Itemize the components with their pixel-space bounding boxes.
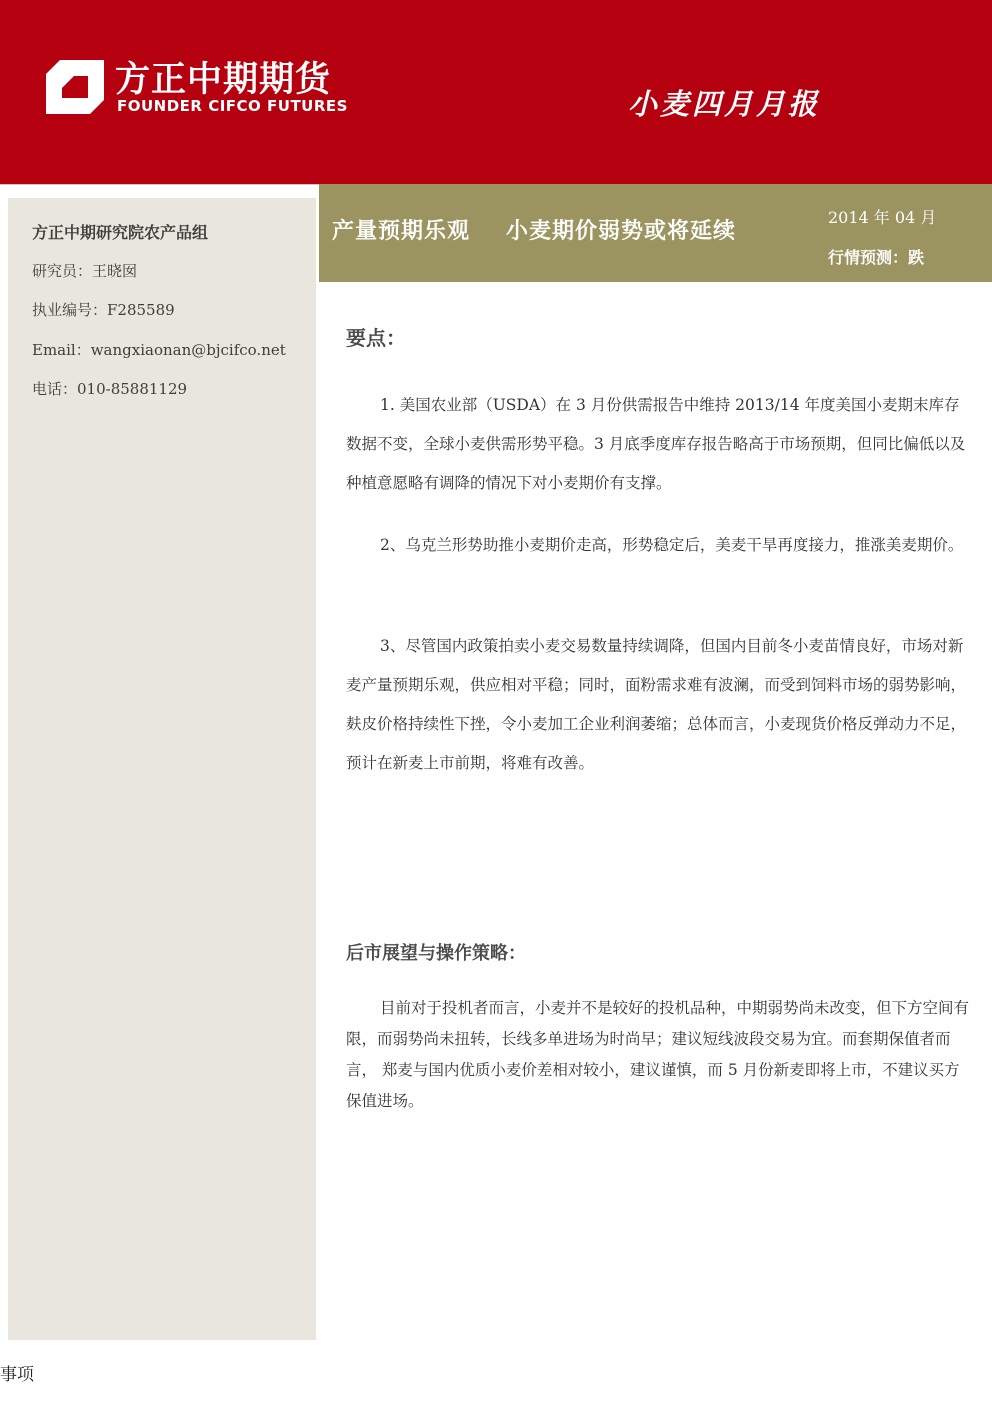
sidebar xyxy=(8,198,316,1340)
sidebar-org: 方正中期研究院农产品组 xyxy=(32,223,209,242)
key-point-2: 2、乌克兰形势助推小麦期价走高，形势稳定后，美麦干旱再度接力，推涨美麦期价。 xyxy=(380,536,964,554)
outlook-text: 目前对于投机者而言，小麦并不是较好的投机品种，中期弱势尚未改变，但下方空间有限，而弱势尚未扭转，长线多单进场为时尚早；建议短线波段交易为宜。而套期保值者而言， 郑麦与国内优质小麦价差相对较小，建议谨慎，而 5 月份新麦即将上市，不建议买方保值进场。 xyxy=(346,999,970,1110)
founder-logo-icon xyxy=(46,60,104,114)
key-point-1: 1. 美国农业部（USDA）在 3 月份供需报告中维持 2013/14 年度美国小麦期末库存数据不变，全球小麦供需形势平稳。3 月底季度库存报告略高于市场预期，但同比偏低以及种植意愿略有调降的情况下对小麦期价有支撑。 xyxy=(346,396,966,492)
report-title: 小麦四月月报 xyxy=(628,87,821,121)
sidebar-license: 执业编号：F285589 xyxy=(32,301,175,319)
sidebar-researcher: 研究员：王晓囡 xyxy=(32,262,138,280)
key-points-title: 要点： xyxy=(346,326,406,350)
outlook-title: 后市展望与操作策略： xyxy=(346,943,526,964)
banner-date: 2014 年 04 月 xyxy=(828,208,937,227)
banner-title-part1: 产量预期乐观 xyxy=(332,218,471,244)
banner-title-part2: 小麦期价弱势或将延续 xyxy=(506,218,737,244)
banner-title xyxy=(332,214,736,245)
logo-chinese-name: 方正中期期货 xyxy=(115,60,332,100)
sidebar-phone: 电话：010-85881129 xyxy=(32,380,188,398)
footer-text: 事项 xyxy=(0,1365,34,1385)
logo-english-name: FOUNDER CIFCO FUTURES xyxy=(117,97,348,115)
banner-forecast: 行情预测：跌 xyxy=(828,248,925,267)
key-point-3: 3、尽管国内政策拍卖小麦交易数量持续调降，但国内目前冬小麦苗情良好，市场对新麦产量预期乐观，供应相对平稳；同时，面粉需求难有波澜，而受到饲料市场的弱势影响，麸皮价格持续性下挫，令小麦加工企业利润萎缩；总体而言，小麦现货价格反弹动力不足，预计在新麦上市前期，将难有改善。 xyxy=(346,637,967,772)
sidebar-email[interactable]: Email：wangxiaonan@bjcifco.net xyxy=(32,341,286,359)
